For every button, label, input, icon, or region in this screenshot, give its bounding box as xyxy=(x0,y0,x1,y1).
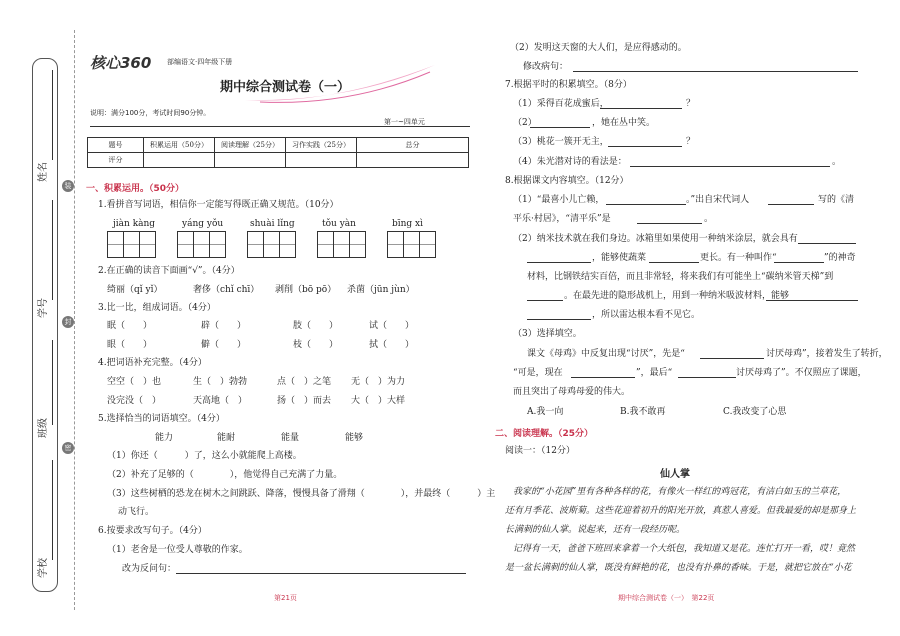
school-blank[interactable] xyxy=(52,460,53,560)
class-label: 班级 xyxy=(38,418,49,438)
answer-line[interactable] xyxy=(606,204,686,205)
reading-choice[interactable]: 奢侈（chǐ chī） xyxy=(193,285,260,295)
word-option: 能量 xyxy=(281,433,300,443)
story-text: 还有月季花、波斯菊。这些花迎着初升的阳光开放，真惹人喜爱。但我最爱的却是那身上 xyxy=(505,506,857,516)
word-blank[interactable]: 拭（ ） xyxy=(369,340,415,350)
writing-box[interactable] xyxy=(317,231,366,258)
fill-text: ”的神奇 xyxy=(824,253,856,263)
id-label: 学号 xyxy=(38,298,49,318)
seal-mark: 封 xyxy=(62,316,74,328)
word-blank[interactable]: 枝（ ） xyxy=(293,340,339,350)
fill-text: 课文《母鸡》中反复出现“讨厌”，先是“ xyxy=(527,349,685,359)
word-option: 能够 xyxy=(345,433,364,443)
fill-text: ，能够使蔬菜 xyxy=(592,253,647,263)
fill-text: ”，最后“ xyxy=(636,368,673,378)
story-text: 是一盆长满刺的仙人掌，既没有鲜艳的花，也没有扑鼻的香味。于是，就把它放在“小花 xyxy=(505,563,852,573)
page-number: 期中综合测试卷（一） 第22页 xyxy=(618,594,715,602)
fill-text: 写的《清 xyxy=(818,195,855,205)
idiom-blank[interactable]: 生（ ）勃勃 xyxy=(193,377,248,387)
fill-sentence: 动飞行。 xyxy=(118,507,155,517)
cut-line xyxy=(74,30,75,610)
story-text: 长满刺的仙人掌。说起来，还有一段经历呢。 xyxy=(505,525,686,535)
pinyin-label: jiàn kàng xyxy=(113,219,156,229)
question-text: 8.根据课文内容填空。（12分） xyxy=(505,176,629,186)
word-blank[interactable]: 眼（ ） xyxy=(107,340,153,350)
page-number: 第21页 xyxy=(274,594,297,602)
word-blank[interactable]: 试（ ） xyxy=(369,321,415,331)
answer-line[interactable] xyxy=(774,262,824,263)
answer-line[interactable] xyxy=(766,300,858,301)
question-text: 2.在正确的读音下面画“√”。（4分） xyxy=(98,266,240,276)
header-rule xyxy=(90,126,470,127)
answer-line[interactable] xyxy=(527,300,563,301)
score-header: 习作实践（25分） xyxy=(286,138,357,153)
question-text: （2）发明这天窗的大人们，是应得感动的。 xyxy=(510,43,687,53)
rewrite-label: 修改病句： xyxy=(523,62,569,72)
exam-note: 说明：满分100分，考试时间90分钟。 xyxy=(90,109,211,117)
word-blank[interactable]: 眠（ ） xyxy=(107,321,153,331)
fill-text: 平乐·村居》，“清平乐”是 xyxy=(513,214,611,224)
fill-text: （2） xyxy=(513,118,537,128)
fill-text: ？ xyxy=(686,137,696,147)
logo: 核心360 xyxy=(90,54,152,72)
idiom-blank[interactable]: 扬（ ）而去 xyxy=(277,396,332,406)
pinyin-label: shuài lǐng xyxy=(250,219,295,229)
question-text: 4.把词语补充完整。（4分） xyxy=(98,358,207,368)
choice-option[interactable]: B.我不敢再 xyxy=(620,407,666,417)
fill-text: 。 xyxy=(832,157,842,167)
answer-line[interactable] xyxy=(798,243,856,244)
fill-text: ，所以雷达根本看不见它。 xyxy=(592,310,701,320)
score-cell[interactable] xyxy=(215,153,286,168)
section-heading: 一、积累运用。（50分） xyxy=(86,184,185,194)
choice-option[interactable]: C.我改变了心思 xyxy=(723,407,787,417)
idiom-blank[interactable]: 大（ ）大样 xyxy=(351,396,406,406)
score-header: 积累运用（50分） xyxy=(144,138,215,153)
fill-text: 讨厌母鸡了”。不仅照应了课题， xyxy=(736,368,867,378)
fill-text: （3）桃花一簇开无主， xyxy=(513,137,609,147)
answer-line[interactable] xyxy=(608,146,682,147)
answer-line[interactable] xyxy=(768,204,814,205)
choice-option[interactable]: A.我一向 xyxy=(527,407,564,417)
reading-label: 阅读一：（12分） xyxy=(505,446,575,456)
answer-line[interactable] xyxy=(530,127,590,128)
answer-line[interactable] xyxy=(600,108,682,109)
edition-label: 部编语文·四年级下册 xyxy=(167,58,233,66)
fill-sentence[interactable]: （3）这些树栖的恐龙在树木之间跳跃、降落，慢慢具备了滑翔（ ），并最终（ ）主 xyxy=(107,489,496,499)
story-text: 记得有一天，爸爸下班回来拿着一个大纸包，我知道又是花。连忙打开一看，哎！竟然 xyxy=(513,544,856,554)
rewrite-label: 改为反问句： xyxy=(122,564,177,574)
school-label: 学校 xyxy=(38,558,49,578)
score-cell[interactable] xyxy=(144,153,215,168)
answer-line[interactable] xyxy=(573,71,858,72)
answer-line[interactable] xyxy=(700,358,764,359)
pinyin-label: bīng xì xyxy=(392,219,424,229)
score-header: 阅读理解（25分） xyxy=(215,138,286,153)
pinyin-label: yáng yǒu xyxy=(182,219,224,229)
name-blank[interactable] xyxy=(52,70,53,160)
score-row-label: 评分 xyxy=(88,153,144,168)
answer-line[interactable] xyxy=(527,319,591,320)
page-title: 期中综合测试卷（一） xyxy=(220,80,351,95)
story-title: 仙人掌 xyxy=(660,469,690,480)
fill-text: 而且突出了母鸡母爱的伟大。 xyxy=(513,387,631,397)
fill-text: （2）纳米技术就在我们身边。冰箱里如果使用一种纳米涂层，就会具有 xyxy=(513,234,798,244)
question-text: 5.选择恰当的词语填空。（4分） xyxy=(98,414,225,424)
fill-text: ，她在丛中笑。 xyxy=(592,118,656,128)
answer-line[interactable] xyxy=(527,262,591,263)
fill-text: 。 xyxy=(704,214,714,224)
answer-line[interactable] xyxy=(678,377,736,378)
story-text: 我家的“小花园”里有各种各样的花，有像火一样红的鸡冠花，有洁白如玉的兰草花， xyxy=(513,487,847,497)
fill-text: ？ xyxy=(686,99,696,109)
score-cell[interactable] xyxy=(357,153,469,168)
fill-sentence[interactable]: （1）你还（ ）了，这么小就能爬上高楼。 xyxy=(107,451,302,461)
idiom-blank[interactable]: 无（ ）为力 xyxy=(351,377,406,387)
idiom-blank[interactable]: 点（ ）之笔 xyxy=(277,377,332,387)
answer-line[interactable] xyxy=(176,573,466,574)
answer-line[interactable] xyxy=(637,223,702,224)
question-text: （1）老舍是一位受人尊敬的作家。 xyxy=(107,545,248,555)
question-text: 1.看拼音写词语，相信你一定能写得既正确又规范。（10分） xyxy=(98,200,339,210)
fill-text: 材料，比钢铁结实百倍，而且非常轻，将来我们有可能坐上“碳纳米管天梯”到 xyxy=(527,272,834,282)
score-cell[interactable] xyxy=(286,153,357,168)
idiom-blank[interactable]: 天高地（ ） xyxy=(193,396,248,406)
score-table xyxy=(87,137,469,168)
writing-box[interactable] xyxy=(177,231,226,258)
seal-mark: 密 xyxy=(62,442,74,454)
answer-line[interactable] xyxy=(630,166,830,167)
word-option: 能耐 xyxy=(217,433,236,443)
reading-choice[interactable]: 绮丽（qǐ yǐ） xyxy=(107,285,163,295)
writing-box[interactable] xyxy=(247,231,296,258)
fill-text: 讨厌母鸡”，接着发生了转折， xyxy=(766,349,888,359)
idiom-blank[interactable]: 没完没（ ） xyxy=(107,396,162,406)
fill-text: （4）朱光潜对诗的看法是： xyxy=(513,157,627,167)
fill-text: （1）“最喜小儿亡赖， xyxy=(513,195,605,205)
fill-text: “可是，现在 xyxy=(513,368,563,378)
score-header: 题号 xyxy=(88,138,144,153)
fill-text: 更长。有一种叫作“ xyxy=(700,253,777,263)
seal-mark: 装 xyxy=(62,180,74,192)
question-text: 7.根据平时的积累填空。（8分） xyxy=(505,80,632,90)
word-blank[interactable]: 僻（ ） xyxy=(201,340,247,350)
fill-text: （1）采得百花成蜜后， xyxy=(513,99,609,109)
word-blank[interactable]: 肢（ ） xyxy=(293,321,339,331)
idiom-blank[interactable]: 空空（ ）也 xyxy=(107,377,162,387)
name-label: 姓名 xyxy=(38,162,49,182)
binding-strip xyxy=(32,58,58,592)
fill-text: 。在最先进的隐形战机上，用到一种纳米吸波材料，能够 xyxy=(564,291,790,301)
class-blank[interactable] xyxy=(52,340,53,425)
answer-line[interactable] xyxy=(571,377,635,378)
unit-range: 第一~四单元 xyxy=(384,118,425,126)
reading-choice[interactable]: 杀菌（jūn jùn） xyxy=(347,285,415,295)
word-blank[interactable]: 辟（ ） xyxy=(201,321,247,331)
fill-text: 。”出自宋代词人 xyxy=(686,195,750,205)
score-header: 总分 xyxy=(357,138,469,153)
section-heading: 二、阅读理解。（25分） xyxy=(495,429,594,439)
pinyin-label: tǒu yàn xyxy=(322,219,356,229)
question-text: 3.比一比，组成词语。（4分） xyxy=(98,303,216,313)
reading-choice[interactable]: 剥削（bō pō） xyxy=(275,285,337,295)
question-text: 6.按要求改写句子。（4分） xyxy=(98,526,207,536)
writing-box[interactable] xyxy=(107,231,156,258)
word-option: 能力 xyxy=(155,433,174,443)
answer-line[interactable] xyxy=(649,262,699,263)
id-blank[interactable] xyxy=(52,200,53,300)
fill-text: （3）选择填空。 xyxy=(513,329,582,339)
fill-sentence[interactable]: （2）补充了足够的（ ），他觉得自己充满了力量。 xyxy=(107,470,343,480)
writing-box[interactable] xyxy=(387,231,436,258)
